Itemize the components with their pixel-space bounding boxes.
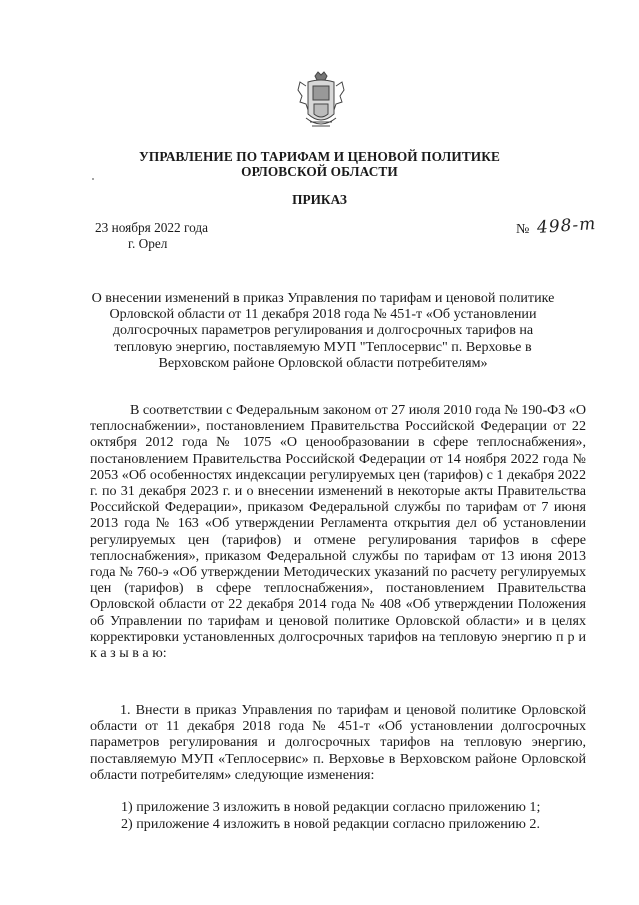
organization-name-line2: ОРЛОВСКОЙ ОБЛАСТИ <box>241 164 398 179</box>
order-item-1: 1. Внести в приказ Управления по тарифам и ценовой политике Орловской области от 11 декабря 2018 года № 451-т «Об установлении долгосрочных параметров регулирования и долгосрочных тарифов на тепловую энергию, поставляемую МУП «Теплосервис» п. Верховье в Верховском районе Орловской области потребителям» следующие изменения: <box>90 702 586 783</box>
document-city: г. Орел <box>128 236 168 251</box>
coat-of-arms-icon <box>296 70 346 132</box>
document-date: 23 ноября 2022 года <box>95 220 209 235</box>
number-label: № <box>516 222 530 237</box>
handwritten-number: 498-т <box>536 213 597 239</box>
preamble-paragraph: В соответствии с Федеральным законом от 27 июля 2010 года № 190-ФЗ «О теплоснабжении», постановлением Правительства Российской Федерации от 22 октября 2012 года № 1075 «О ценообразовании в сфере теплоснабжения», постановлением Правительства Российской Федерации от 14 ноября 2022 года № 2053 «Об особенностях индексации регулируемых цен (тарифов) с 1 декабря 2022 г. по 31 декабря 2023 г. и о внесении изменений в некоторые акты Правительства Российской Федерации», приказом Федеральной службы по тарифам от 7 июня 2013 года № 163 «Об утверждении Регламента открытия дел об установлении регулируемых цен (тарифов) и отмене регулирования тарифов в сфере теплоснабжения», приказом Федеральной службы по тарифам от 13 июня 2013 года № 760-э «Об утверждении Методических указаний по расчету регулируемых цен (тарифов) в сфере теплоснабжения», постановлением Правительства Орловской области от 22 декабря 2014 года № 408 «Об утверждении Положения об Управлении по тарифам и ценовой политике Орловской области» и в целях корректировки установленных долгосрочных тарифов на тепловую энергию п р и к а з ы в а ю: <box>90 402 586 662</box>
organization-name-line1: УПРАВЛЕНИЕ ПО ТАРИФАМ И ЦЕНОВОЙ ПОЛИТИКЕ <box>139 149 500 164</box>
order-subitem-2: 2) приложение 4 изложить в новой редакции согласно приложению 2. <box>121 816 540 832</box>
order-subitem-1: 1) приложение 3 изложить в новой редакции согласно приложению 1; <box>121 799 541 815</box>
document-subject: О внесении изменений в приказ Управления по тарифам и ценовой политике Орловской области от 11 декабря 2018 года № 451-т «Об установлении долгосрочных параметров регулирования и долгосрочных тарифов на тепловую энергию, поставляемую МУП "Теплосервис" п. Верховье в Верховском районе Орловской области потребителям» <box>91 290 555 371</box>
document-type: ПРИКАЗ <box>292 192 347 207</box>
scan-speck <box>92 178 94 180</box>
